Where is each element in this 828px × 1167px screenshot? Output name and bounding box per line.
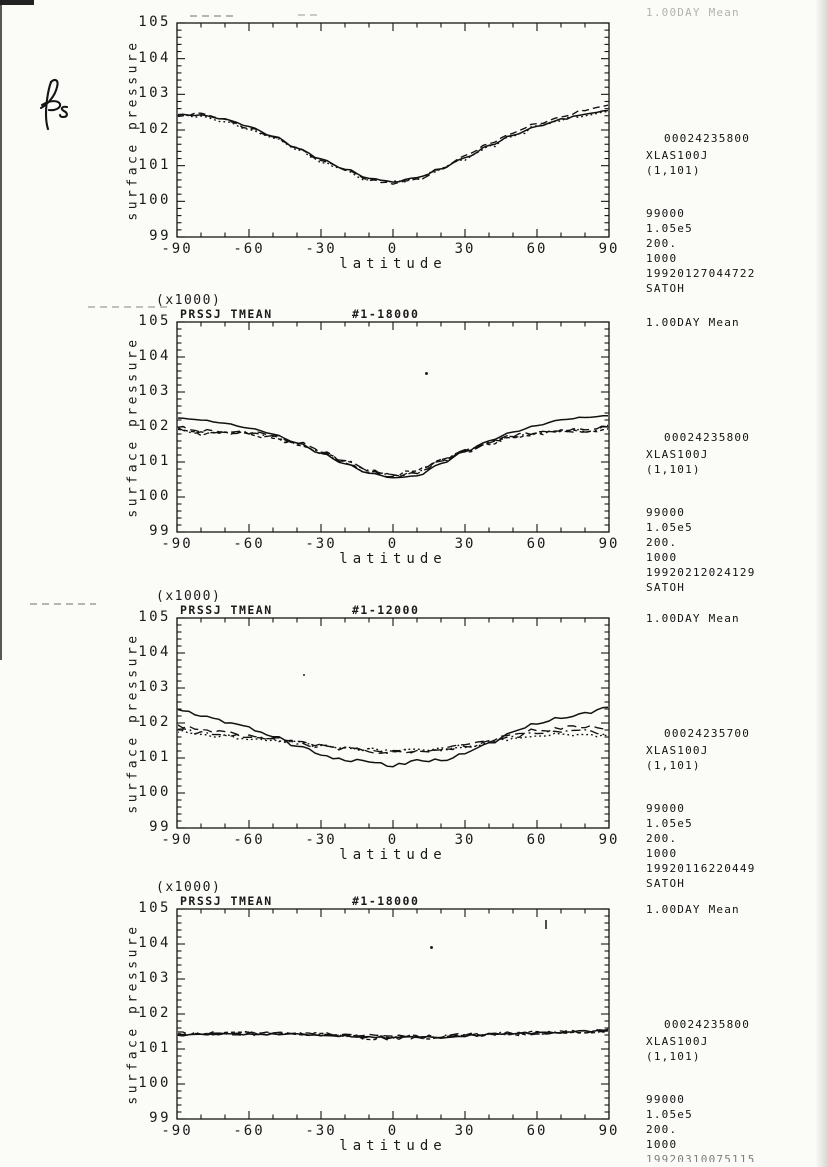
y-tick-label: 105 (138, 900, 171, 916)
y-tick-label: 103 (138, 85, 171, 102)
y-tick-label: 105 (138, 313, 171, 329)
x-tick-label: -60 (233, 241, 265, 257)
axis-max-value: 1.05e5 (646, 817, 693, 830)
grid-dimensions: (1,101) (646, 1050, 701, 1063)
author-name: SATOH (646, 581, 686, 594)
run-timestamp: 19920116220449 (646, 862, 756, 875)
x-tick-label: -30 (305, 241, 337, 257)
x-tick-label: 60 (526, 832, 548, 848)
y-tick-label: 105 (138, 14, 171, 30)
series-line-run-4 (177, 426, 609, 476)
scale-label: (x1000) (156, 589, 222, 604)
record-id: 00024235800 (664, 431, 751, 444)
series-line-run-1 (177, 707, 609, 767)
scale-factor: 1000 (646, 551, 678, 564)
x-tick-label: 60 (526, 1123, 548, 1139)
axis-min-value: 99000 (646, 1093, 686, 1106)
x-tick-label: -30 (305, 1123, 337, 1139)
axis-min-value: 99000 (646, 802, 686, 815)
x-tick-label: 30 (454, 832, 476, 848)
x-tick-label: 90 (598, 241, 620, 257)
plot-title-center: #1-18000 (352, 894, 420, 908)
record-id: 00024235800 (664, 132, 751, 145)
grid-dimensions: (1,101) (646, 463, 701, 476)
y-tick-label: 100 (138, 784, 171, 800)
x-axis-label: latitude (339, 1138, 447, 1154)
y-tick-label: 101 (138, 453, 171, 469)
y-axis-label: surface pressure (125, 923, 141, 1105)
y-tick-label: 102 (138, 1005, 171, 1021)
series-line-run-1 (177, 416, 609, 478)
dataset-code: XLAS100J (646, 1035, 709, 1048)
y-tick-label: 99 (149, 819, 171, 835)
scale-factor: 1000 (646, 252, 678, 265)
x-tick-label: -30 (305, 832, 337, 848)
y-tick-label: 101 (138, 749, 171, 765)
y-tick-label: 101 (138, 1040, 171, 1056)
plot-title-center: #1-18000 (352, 307, 420, 321)
y-tick-label: 101 (138, 156, 171, 173)
x-tick-label: -60 (233, 832, 265, 848)
x-axis-label: latitude (339, 847, 447, 863)
contour-interval: 200. (646, 1123, 678, 1136)
series-line-run-2 (177, 425, 609, 477)
mean-interval-label: 1.00DAY Mean (646, 612, 740, 625)
x-tick-label: 30 (454, 241, 476, 257)
x-tick-label: 60 (526, 536, 548, 552)
x-tick-label: -90 (161, 241, 193, 257)
plot-title-left: PRSSJ TMEAN (180, 894, 273, 908)
x-tick-label: 30 (454, 536, 476, 552)
series-line-run-2 (177, 105, 609, 184)
series-line-run-3 (177, 731, 609, 752)
y-tick-label: 100 (138, 192, 171, 209)
run-timestamp: 19920212024129 (646, 566, 756, 579)
plot-title-center: #1-12000 (352, 603, 420, 617)
x-tick-label: -30 (305, 536, 337, 552)
axis-min-value: 99000 (646, 207, 686, 220)
y-tick-label: 99 (149, 1110, 171, 1126)
scale-label: (x1000) (156, 293, 222, 308)
mean-interval-label: 1.00DAY Mean (646, 903, 740, 916)
y-tick-label: 105 (138, 609, 171, 625)
grid-dimensions: (1,101) (646, 759, 701, 772)
plot-title-left: PRSSJ TMEAN (180, 307, 273, 321)
x-tick-label: 90 (598, 536, 620, 552)
run-timestamp: 19920310075115 (646, 1153, 756, 1162)
dataset-code: XLAS100J (646, 149, 709, 162)
plot-frame (177, 909, 609, 1119)
y-tick-label: 100 (138, 1075, 171, 1091)
x-axis-label: latitude (339, 256, 447, 272)
y-tick-label: 104 (138, 644, 171, 660)
x-tick-label: -60 (233, 1123, 265, 1139)
scale-factor: 1000 (646, 1138, 678, 1151)
run-timestamp: 19920127044722 (646, 267, 756, 280)
series-line-run-4 (177, 729, 609, 753)
plot-title-left: PRSSJ TMEAN (180, 603, 273, 617)
y-tick-label: 102 (138, 418, 171, 434)
contour-interval: 200. (646, 536, 678, 549)
axis-max-value: 1.05e5 (646, 1108, 693, 1121)
x-tick-label: -90 (161, 832, 193, 848)
scale-label: (x1000) (156, 880, 222, 895)
x-axis-label: latitude (339, 551, 447, 567)
y-tick-label: 104 (138, 49, 171, 66)
y-axis-label: surface pressure (125, 336, 141, 518)
y-tick-label: 103 (138, 383, 171, 399)
x-tick-label: -90 (161, 536, 193, 552)
y-axis-label: surface pressure (125, 632, 141, 814)
y-tick-label: 100 (138, 488, 171, 504)
x-tick-label: 90 (598, 832, 620, 848)
x-tick-label: 0 (387, 1123, 399, 1139)
plot-frame (177, 23, 609, 237)
y-tick-label: 102 (138, 714, 171, 730)
dataset-code: XLAS100J (646, 448, 709, 461)
contour-interval: 200. (646, 832, 678, 845)
x-tick-label: 30 (454, 1123, 476, 1139)
x-tick-label: 60 (526, 241, 548, 257)
x-tick-label: 0 (387, 241, 399, 257)
axis-max-value: 1.05e5 (646, 521, 693, 534)
y-tick-label: 103 (138, 679, 171, 695)
contour-interval: 200. (646, 237, 678, 250)
axis-max-value: 1.05e5 (646, 222, 693, 235)
mean-interval-label: 1.00DAY Mean (646, 6, 740, 19)
mean-interval-label: 1.00DAY Mean (646, 316, 740, 329)
record-id: 00024235700 (664, 727, 751, 740)
series-line-run-1 (177, 110, 609, 182)
dataset-code: XLAS100J (646, 744, 709, 757)
y-tick-label: 104 (138, 935, 171, 951)
x-tick-label: -90 (161, 1123, 193, 1139)
record-id: 00024235800 (664, 1018, 751, 1031)
scale-factor: 1000 (646, 847, 678, 860)
x-tick-label: 0 (387, 536, 399, 552)
y-axis-label: surface pressure (125, 39, 141, 221)
series-line-run-3 (177, 429, 609, 476)
y-tick-label: 103 (138, 970, 171, 986)
author-name: SATOH (646, 877, 686, 890)
x-tick-label: 90 (598, 1123, 620, 1139)
x-tick-label: 0 (387, 832, 399, 848)
y-tick-label: 99 (149, 523, 171, 539)
y-tick-label: 102 (138, 121, 171, 137)
y-tick-label: 104 (138, 348, 171, 364)
grid-dimensions: (1,101) (646, 164, 701, 177)
author-name: SATOH (646, 282, 686, 295)
axis-min-value: 99000 (646, 506, 686, 519)
y-tick-label: 99 (149, 228, 171, 244)
x-tick-label: -60 (233, 536, 265, 552)
